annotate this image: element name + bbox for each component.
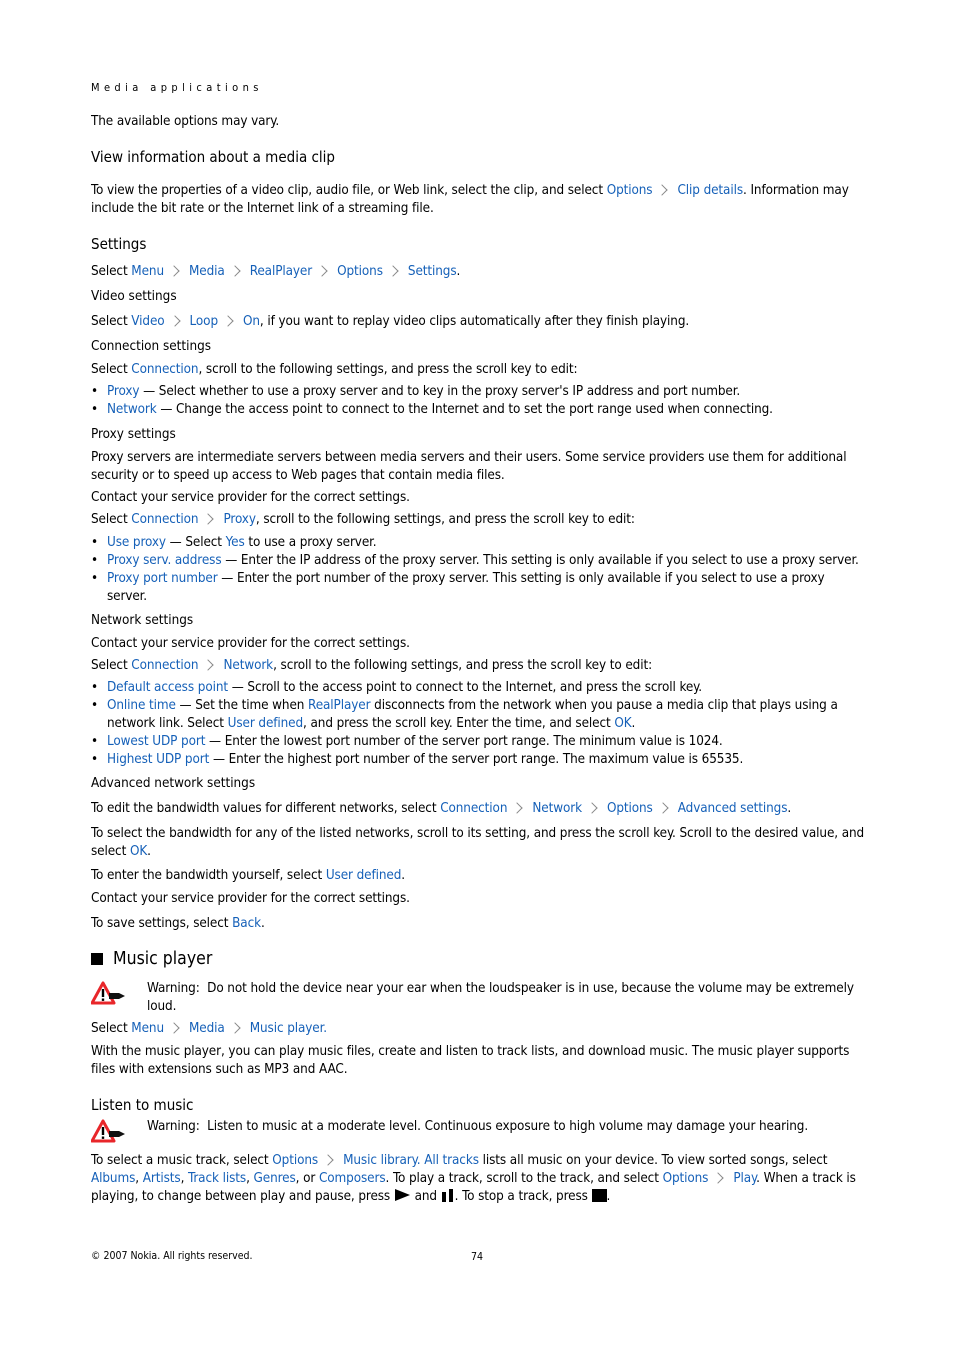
- network-paragraph: Contact your service provider for the correct settings.: [91, 636, 410, 651]
- page-number: 74: [471, 1251, 484, 1263]
- listen-warning-paragraph: [147, 1118, 866, 1136]
- warning-paragraph: [147, 980, 866, 1016]
- proxy-port-number-link[interactable]: Proxy port number: [107, 571, 218, 586]
- list-item: [91, 552, 866, 570]
- text: To select the bandwidth for any of the listed networks, scroll to its setting, and press the scroll key. Scroll to the desired value, and select: [91, 826, 865, 859]
- yes-link[interactable]: Yes: [225, 535, 245, 550]
- breadcrumb-chevron-icon: [713, 1172, 724, 1183]
- list-item: [91, 534, 866, 552]
- network-path: [91, 657, 866, 675]
- connection-link[interactable]: Connection: [131, 512, 199, 527]
- media-link[interactable]: Media: [188, 264, 225, 279]
- breadcrumb-chevron-icon: [586, 802, 597, 813]
- music-player-link[interactable]: Music player.: [249, 1021, 327, 1036]
- user-defined-paragraph: [91, 867, 866, 885]
- text: . When a track is playing, to change between play and pause, press: [91, 1171, 856, 1204]
- breadcrumb-chevron-icon: [657, 802, 668, 813]
- text: , if you want to replay video clips automatically after they finish playing.: [259, 314, 690, 329]
- artists-link[interactable]: Artists: [142, 1171, 181, 1186]
- proxy-settings-heading: Proxy settings: [91, 427, 176, 442]
- realplayer-link[interactable]: RealPlayer: [308, 698, 371, 713]
- text: To select a music track, select: [91, 1153, 273, 1168]
- default-access-point-link[interactable]: Default access point: [107, 680, 228, 695]
- menu-link[interactable]: Menu: [131, 1021, 164, 1036]
- use-proxy-link[interactable]: Use proxy: [107, 535, 166, 550]
- advanced-network-settings-heading: Advanced network settings: [91, 776, 256, 791]
- text: — Select: [165, 535, 226, 550]
- back-link[interactable]: Back: [232, 916, 261, 931]
- play-icon: [394, 1188, 411, 1202]
- media-link[interactable]: Media: [188, 1021, 225, 1036]
- running-header: Media applications: [91, 81, 263, 94]
- connection-link[interactable]: Connection: [131, 362, 199, 377]
- warning-label: Warning:: [147, 981, 200, 996]
- text: disconnects from the network when you pause a media clip that plays using a network link. Select: [107, 698, 838, 731]
- breadcrumb-chevron-icon: [203, 659, 214, 670]
- connection-settings-heading: Connection settings: [91, 339, 212, 354]
- text: — Scroll to the access point to connect to the Internet, and press the scroll key.: [228, 680, 703, 695]
- save-settings-paragraph: [91, 915, 866, 933]
- genres-link[interactable]: Genres: [253, 1171, 296, 1186]
- text: .: [416, 1153, 425, 1168]
- connection-link[interactable]: Connection: [440, 801, 508, 816]
- text: to use a proxy server.: [244, 535, 377, 550]
- list-item: [91, 570, 866, 606]
- video-link[interactable]: Video: [131, 314, 165, 329]
- settings-link[interactable]: Settings: [407, 264, 457, 279]
- list-item: [91, 401, 866, 419]
- menu-link[interactable]: Menu: [131, 264, 164, 279]
- connection-link[interactable]: Connection: [131, 658, 199, 673]
- text: — Enter the lowest port number of the server port range. The minimum value is 1024.: [205, 734, 723, 749]
- breadcrumb-chevron-icon: [387, 265, 398, 276]
- text: , or: [295, 1171, 319, 1186]
- play-link[interactable]: Play: [733, 1171, 757, 1186]
- breadcrumb-chevron-icon: [168, 1022, 179, 1033]
- options-link[interactable]: Options: [272, 1153, 319, 1168]
- text: .: [401, 868, 405, 883]
- text: Select: [91, 512, 132, 527]
- pause-icon: [441, 1188, 455, 1202]
- text: .: [631, 716, 636, 731]
- text: . To stop a track, press: [454, 1189, 592, 1204]
- connection-list: [91, 383, 866, 419]
- breadcrumb-chevron-icon: [316, 265, 327, 276]
- text: — Enter the port number of the proxy server. This setting is only available if you select to use a proxy server.: [107, 571, 825, 604]
- text: — Enter the highest port number of the server port range. The maximum value is 65535.: [209, 752, 744, 767]
- listen-paragraph: [91, 1152, 866, 1206]
- section-square-icon: [91, 953, 103, 965]
- text: — Enter the IP address of the proxy server. This setting is only available if you select to use a proxy server.: [221, 553, 859, 568]
- options-link[interactable]: Options: [662, 1171, 709, 1186]
- text: Select: [91, 362, 132, 377]
- text: , and press the scroll key. Enter the time, and select: [303, 716, 615, 731]
- warning-icon: [91, 1119, 127, 1143]
- options-link[interactable]: Options: [606, 183, 653, 198]
- options-link[interactable]: Options: [337, 264, 383, 279]
- view-info-heading: View information about a media clip: [91, 148, 335, 166]
- proxy-paragraph-2: Contact your service provider for the correct settings.: [91, 490, 410, 505]
- stop-icon: [592, 1189, 607, 1202]
- text: ,: [246, 1171, 254, 1186]
- online-time-link[interactable]: Online time: [107, 698, 176, 713]
- text: , scroll to the following settings, and press the scroll key to edit:: [273, 658, 653, 673]
- advanced-settings-link[interactable]: Advanced settings: [677, 801, 788, 816]
- text: Listen to music at a moderate level. Continuous exposure to high volume may damage your hearing.: [207, 1119, 809, 1134]
- text: Select: [91, 314, 132, 329]
- music-player-path: [91, 1020, 866, 1038]
- list-item: [91, 383, 866, 401]
- list-item: [91, 697, 866, 733]
- proxy-path: [91, 511, 866, 529]
- track-lists-link[interactable]: Track lists: [188, 1171, 247, 1186]
- options-link[interactable]: Options: [606, 801, 653, 816]
- proxy-link[interactable]: Proxy: [223, 512, 256, 527]
- listen-to-music-heading: Listen to music: [91, 1096, 194, 1114]
- text: ,: [135, 1171, 143, 1186]
- text: .: [147, 844, 151, 859]
- warning-label: Warning:: [147, 1119, 200, 1134]
- bandwidth-paragraph: [91, 825, 866, 861]
- text: ,: [180, 1171, 189, 1186]
- copyright-footer: © 2007 Nokia. All rights reserved.: [91, 1250, 253, 1262]
- breadcrumb-chevron-icon: [229, 1022, 240, 1033]
- lowest-udp-port-link[interactable]: Lowest UDP port: [107, 734, 206, 749]
- breadcrumb-chevron-icon: [203, 513, 214, 524]
- text: — Set the time when: [175, 698, 309, 713]
- text: . To play a track, scroll to the track, and select: [385, 1171, 663, 1186]
- text: Select: [91, 264, 132, 279]
- text: .: [606, 1189, 611, 1204]
- breadcrumb-chevron-icon: [322, 1154, 333, 1165]
- breadcrumb-chevron-icon: [222, 315, 233, 326]
- user-defined-link[interactable]: User defined: [227, 716, 304, 731]
- video-settings-heading: Video settings: [91, 289, 177, 304]
- text: To save settings, select: [91, 916, 233, 931]
- text: To view the properties of a video clip, audio file, or Web link, select the clip, and select: [91, 183, 607, 198]
- text: Select: [91, 658, 132, 673]
- video-settings-paragraph: [91, 313, 866, 331]
- music-library-link[interactable]: Music library: [343, 1153, 417, 1168]
- proxy-list: [91, 534, 866, 606]
- list-item: [91, 679, 866, 697]
- network-link[interactable]: Network: [107, 402, 157, 417]
- intro-text: The available options may vary.: [91, 114, 280, 129]
- text: .: [456, 264, 461, 279]
- text: To enter the bandwidth yourself, select: [91, 868, 326, 883]
- text: Do not hold the device near your ear when the loudspeaker is in use, because the volume may be extremely loud.: [147, 981, 854, 1014]
- list-item: [91, 733, 866, 751]
- connection-paragraph: [91, 361, 866, 379]
- breadcrumb-chevron-icon: [168, 265, 179, 276]
- text: lists all music on your device. To view sorted songs, select: [478, 1153, 828, 1168]
- network-settings-heading: Network settings: [91, 613, 194, 628]
- text: To edit the bandwidth values for different networks, select: [91, 801, 441, 816]
- proxy-link[interactable]: Proxy: [107, 384, 140, 399]
- music-player-paragraph: With the music player, you can play music files, create and listen to track lists, and download music. The music player supports files with extensions such as MP3 and AAC.: [91, 1044, 850, 1077]
- warning-icon: [91, 981, 127, 1005]
- music-player-heading: Music player: [113, 949, 213, 969]
- ok-link[interactable]: OK: [129, 844, 148, 859]
- text: . Information may include the bit rate or the Internet link of a streaming file.: [91, 183, 849, 216]
- text: .: [260, 916, 265, 931]
- settings-heading: Settings: [91, 235, 147, 253]
- settings-path: [91, 263, 866, 281]
- breadcrumb-chevron-icon: [169, 315, 180, 326]
- network-list: [91, 679, 866, 769]
- text: , scroll to the following settings, and press the scroll key to edit:: [198, 362, 578, 377]
- realplayer-link[interactable]: RealPlayer: [249, 264, 313, 279]
- on-link[interactable]: On: [243, 314, 260, 329]
- breadcrumb-chevron-icon: [229, 265, 240, 276]
- ok-link[interactable]: OK: [614, 716, 632, 731]
- proxy-server-address-link[interactable]: Proxy serv. address: [107, 553, 222, 568]
- proxy-paragraph-1: Proxy servers are intermediate servers between media servers and their users. Some service providers use them for additional security or to speed up access to Web pages that contain media files.: [91, 450, 847, 483]
- list-item: [91, 751, 866, 769]
- network-link[interactable]: Network: [532, 801, 582, 816]
- highest-udp-port-link[interactable]: Highest UDP port: [107, 752, 210, 767]
- text: Select: [91, 1021, 132, 1036]
- all-tracks-link[interactable]: All tracks: [424, 1153, 479, 1168]
- user-defined-link[interactable]: User defined: [325, 868, 402, 883]
- text: , scroll to the following settings, and press the scroll key to edit:: [255, 512, 635, 527]
- advanced-path: [91, 800, 866, 818]
- loop-link[interactable]: Loop: [189, 314, 218, 329]
- text: and: [410, 1189, 441, 1204]
- breadcrumb-chevron-icon: [512, 802, 523, 813]
- text: — Change the access point to connect to the Internet and to set the port range used when connecting.: [156, 402, 773, 417]
- breadcrumb-chevron-icon: [657, 184, 668, 195]
- text: .: [787, 801, 792, 816]
- clip-details-link[interactable]: Clip details: [677, 183, 744, 198]
- contact-paragraph: Contact your service provider for the correct settings.: [91, 891, 410, 906]
- albums-link[interactable]: Albums: [91, 1171, 136, 1186]
- text: — Select whether to use a proxy server and to key in the proxy server's IP address and port number.: [139, 384, 741, 399]
- network-link[interactable]: Network: [223, 658, 274, 673]
- view-info-paragraph: [91, 182, 866, 218]
- composers-link[interactable]: Composers: [318, 1171, 386, 1186]
